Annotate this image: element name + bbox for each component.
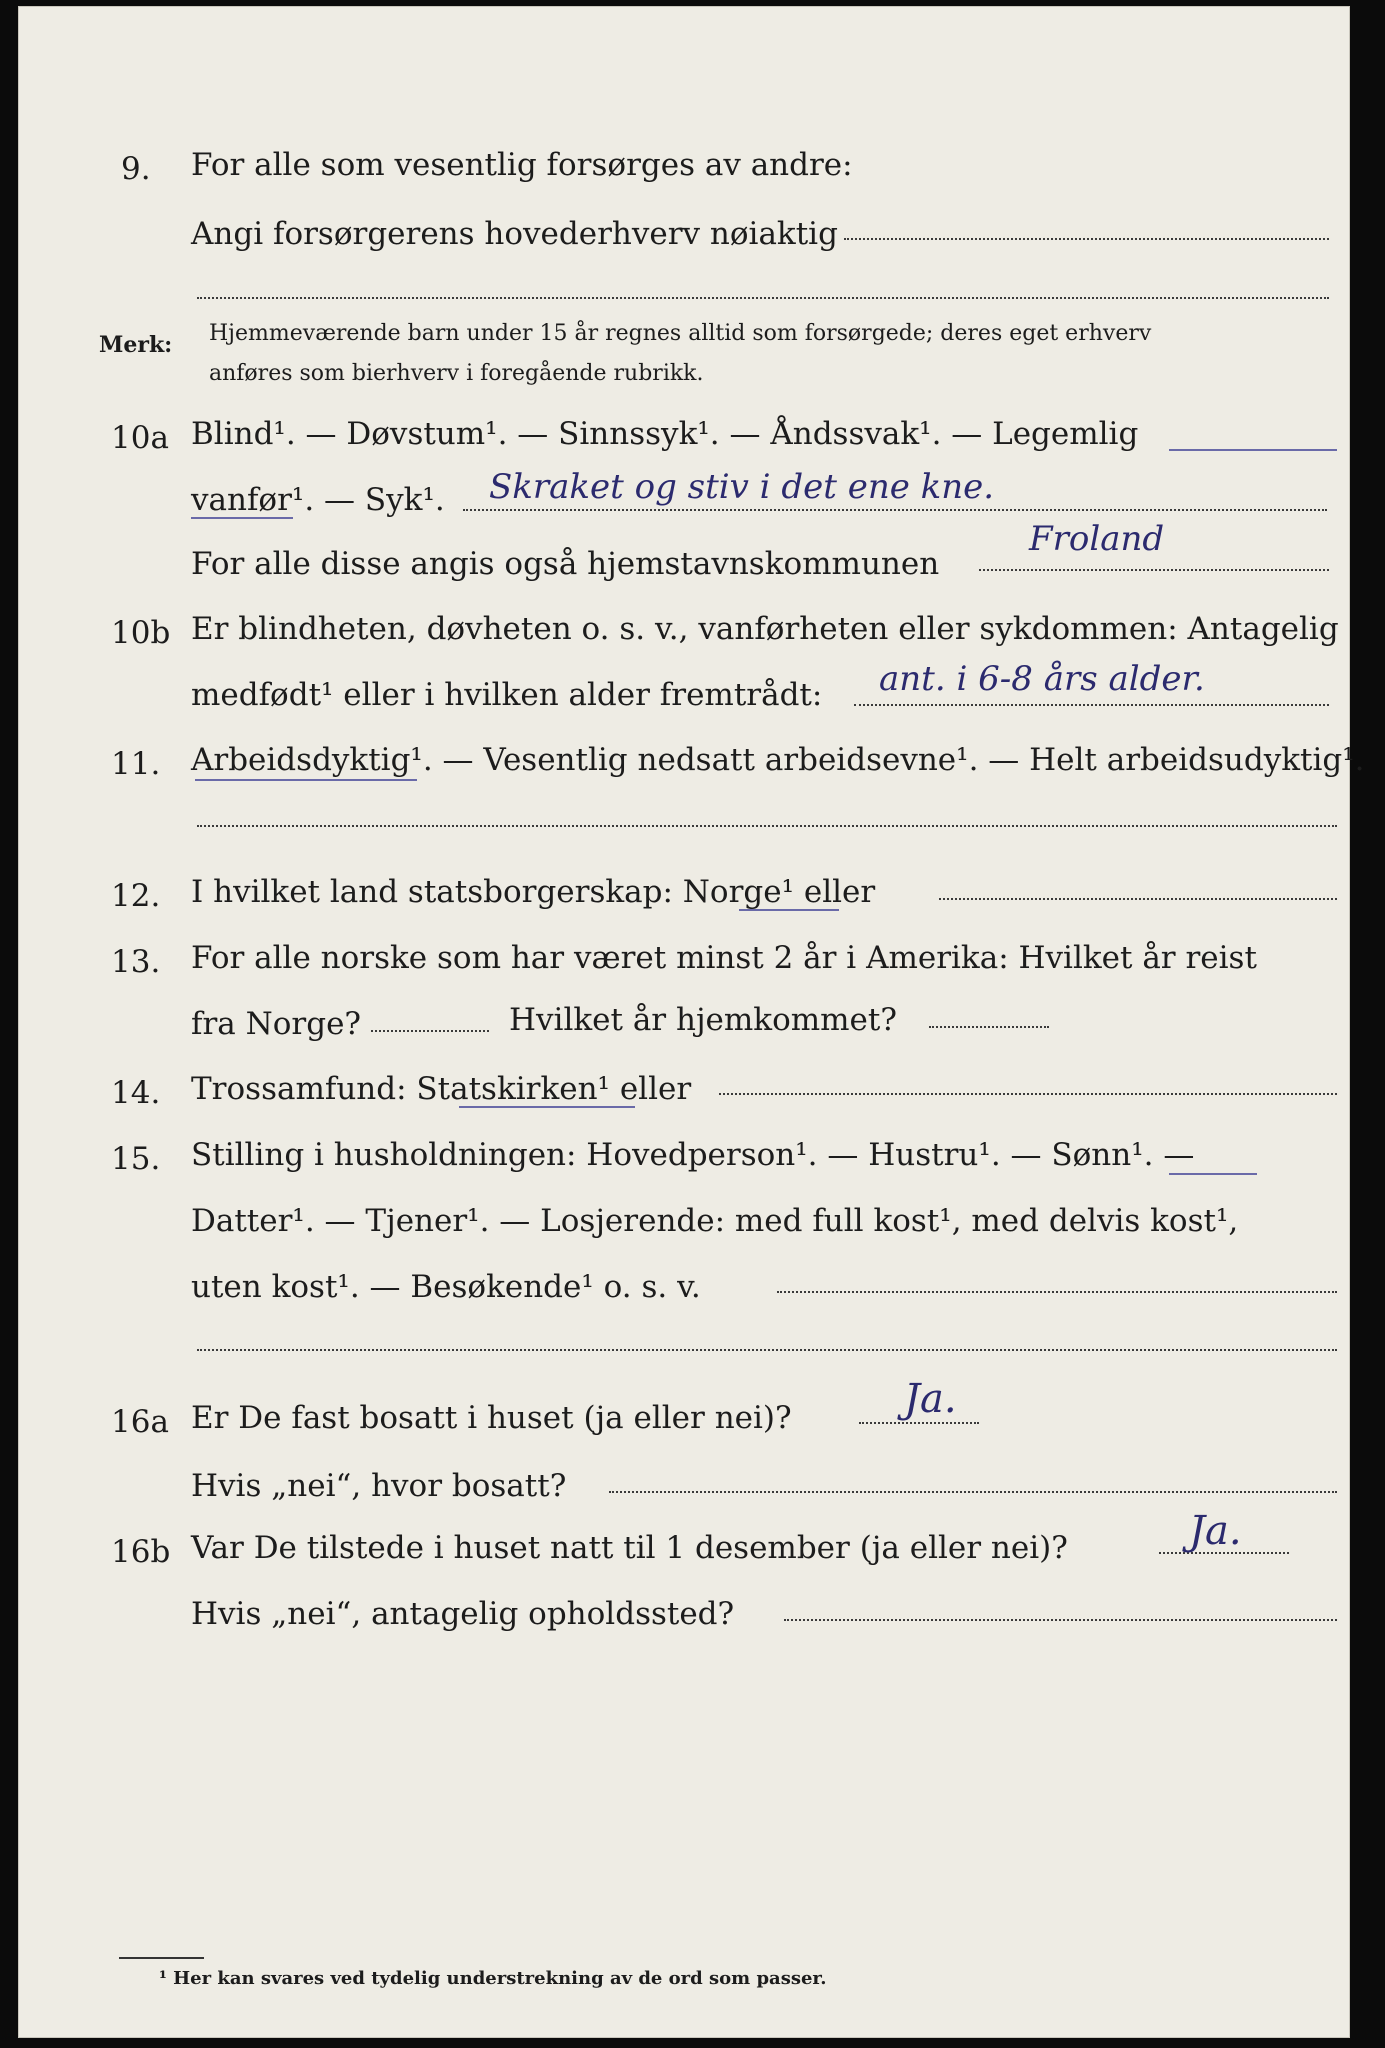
answer-line bbox=[854, 704, 1329, 706]
underline-sonn bbox=[1169, 1173, 1257, 1175]
answer-line bbox=[197, 825, 1337, 827]
question-10a-line1: Blind¹. — Døvstum¹. — Sinnssyk¹. — Åndssvak¹. — Legemlig bbox=[191, 416, 1139, 452]
answer-line bbox=[929, 1026, 1049, 1028]
underline-norge bbox=[739, 909, 839, 911]
answer-line bbox=[197, 1349, 1337, 1351]
answer-line bbox=[784, 1619, 1337, 1621]
answer-line bbox=[859, 1422, 979, 1424]
question-16b-line1: Var De tilstede i huset natt til 1 desember (ja eller nei)? bbox=[191, 1530, 1068, 1566]
question-11-line1: Arbeidsdyktig¹. — Vesentlig nedsatt arbeidsevne¹. — Helt arbeidsudyktig¹. bbox=[191, 742, 1365, 778]
handwritten-answer-kommune: Froland bbox=[1029, 519, 1165, 559]
question-15-line1: Stilling i husholdningen: Hovedperson¹. — Hustru¹. — Sønn¹. — bbox=[191, 1137, 1195, 1173]
handwritten-answer-16b: Ja. bbox=[1189, 1508, 1242, 1554]
question-11-number: 11. bbox=[111, 746, 161, 782]
handwritten-answer-syk: Skraket og stiv i det ene kne. bbox=[489, 467, 995, 507]
underline-legemlig bbox=[1169, 449, 1337, 451]
handwritten-answer-16a: Ja. bbox=[904, 1376, 957, 1422]
question-10a-line2: vanfør¹. — Syk¹. bbox=[191, 482, 445, 518]
question-15-number: 15. bbox=[111, 1141, 161, 1177]
answer-line bbox=[844, 238, 1329, 240]
answer-line bbox=[371, 1030, 489, 1032]
answer-line bbox=[979, 569, 1329, 571]
answer-line bbox=[197, 297, 1329, 299]
question-12-number: 12. bbox=[111, 878, 161, 914]
question-10b-line1: Er blindheten, døvheten o. s. v., vanførheten eller sykdommen: Antagelig bbox=[191, 611, 1339, 647]
note-line2: anføres som bierhverv i foregående rubrikk. bbox=[209, 361, 704, 386]
question-16a-line2: Hvis „nei“, hvor bosatt? bbox=[191, 1468, 567, 1504]
question-10a-number: 10a bbox=[111, 420, 169, 456]
question-16b-line2: Hvis „nei“, antagelig opholdssted? bbox=[191, 1596, 735, 1632]
census-form-page bbox=[18, 6, 1365, 2038]
question-14-number: 14. bbox=[111, 1075, 161, 1111]
underline-arbeidsdyktig bbox=[195, 779, 417, 781]
question-13-number: 13. bbox=[111, 944, 161, 980]
footnote: ¹ Her kan svares ved tydelig understrekning av de ord som passer. bbox=[159, 1968, 827, 1989]
question-16b-number: 16b bbox=[111, 1534, 171, 1570]
answer-line bbox=[719, 1093, 1337, 1095]
question-14-line1: Trossamfund: Statskirken¹ eller bbox=[191, 1071, 692, 1107]
handwritten-answer-alder: ant. i 6-8 års alder. bbox=[879, 659, 1205, 699]
question-9-line1: For alle som vesentlig forsørges av andre: bbox=[191, 147, 853, 183]
footnote-rule bbox=[119, 1957, 204, 1959]
question-12-line1: I hvilket land statsborgerskap: Norge¹ eller bbox=[191, 874, 876, 910]
answer-line bbox=[463, 509, 1327, 511]
question-15-line3: uten kost¹. — Besøkende¹ o. s. v. bbox=[191, 1269, 701, 1305]
question-16a-number: 16a bbox=[111, 1404, 169, 1440]
question-9-number: 9. bbox=[121, 151, 151, 187]
question-16a-line1: Er De fast bosatt i huset (ja eller nei)? bbox=[191, 1400, 792, 1436]
question-15-line2: Datter¹. — Tjener¹. — Losjerende: med full kost¹, med delvis kost¹, bbox=[191, 1203, 1239, 1239]
question-10a-line3: For alle disse angis også hjemstavnskommunen bbox=[191, 546, 940, 582]
answer-line bbox=[609, 1491, 1337, 1493]
question-10b-number: 10b bbox=[111, 615, 171, 651]
question-13-line1: For alle norske som har været minst 2 år i Amerika: Hvilket år reist bbox=[191, 940, 1257, 976]
question-13-line2b: Hvilket år hjemkommet? bbox=[509, 1002, 897, 1038]
note-line1: Hjemmeværende barn under 15 år regnes alltid som forsørgede; deres eget erhverv bbox=[209, 321, 1152, 346]
note-label: Merk: bbox=[99, 332, 173, 358]
question-10b-line2: medfødt¹ eller i hvilken alder fremtrådt: bbox=[191, 677, 823, 713]
answer-line bbox=[777, 1291, 1337, 1293]
underline-statskirken bbox=[459, 1106, 635, 1108]
underline-vanfor bbox=[191, 517, 293, 519]
answer-line bbox=[939, 898, 1337, 900]
question-9-line2: Angi forsørgerens hovederhverv nøiaktig bbox=[191, 216, 838, 252]
question-13-line2a: fra Norge? bbox=[191, 1006, 362, 1042]
